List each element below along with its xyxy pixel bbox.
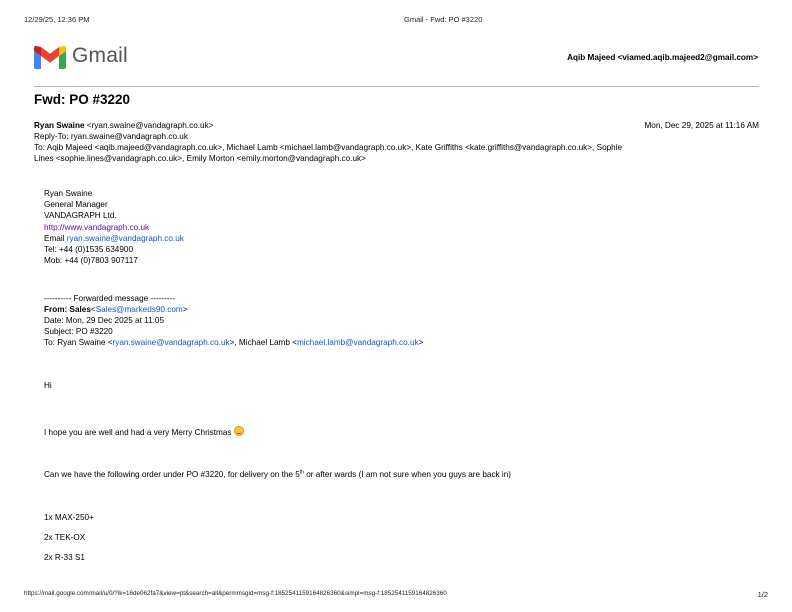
message-date: Mon, Dec 29, 2025 at 11:16 AM bbox=[644, 121, 759, 130]
forward-to-email-1-link[interactable]: ryan.swaine@vandagraph.co.uk bbox=[112, 338, 230, 347]
forward-to-prefix: To: Ryan Swaine < bbox=[44, 338, 113, 347]
signature-email-label: Email bbox=[44, 234, 65, 243]
recipients-line-2: Lines <sophie.lines@vandagraph.co.uk>, Emily Morton <emily.morton@vandagraph.co.uk> bbox=[34, 154, 366, 163]
signature-email-row bbox=[44, 233, 184, 244]
forward-to-mid: >, Michael Lamb < bbox=[229, 338, 297, 347]
print-title: Gmail - Fwd: PO #3220 bbox=[404, 15, 483, 24]
order-item: 2x TEK-OX bbox=[44, 533, 86, 542]
email-subject: Fwd: PO #3220 bbox=[34, 92, 131, 107]
sender-name: Ryan Swaine bbox=[34, 121, 85, 130]
gmail-brand-name: Gmail bbox=[72, 44, 128, 67]
signature-mob: Mob: +44 (0)7803 907117 bbox=[44, 256, 138, 265]
ordinal-suffix: th bbox=[299, 469, 304, 476]
signature-company: VANDAGRAPH Ltd. bbox=[44, 211, 117, 220]
forward-from: From: Sales<Sales@markeds90.com> bbox=[44, 305, 188, 314]
forward-subject: Subject: PO #3220 bbox=[44, 327, 113, 336]
sender-email: <ryan.swaine@vandagraph.co.uk> bbox=[86, 121, 214, 130]
forward-from-label: From: bbox=[44, 305, 68, 314]
body-line-1-text: I hope you are well and had a very Merry Christmas bbox=[44, 428, 232, 437]
sender bbox=[34, 120, 213, 131]
reply-to: Reply-To: ryan.swaine@vandagraph.co.uk bbox=[34, 132, 188, 141]
body-line-2-text-b: or after wards (I am not sure when you guys are back in) bbox=[303, 470, 512, 479]
order-item: 2x R-33 S1 bbox=[44, 553, 85, 562]
forward-to-suffix: > bbox=[418, 338, 424, 347]
body-line-2-text-a: Can we have the following order under PO #3220, for delivery on the 5 bbox=[44, 470, 300, 479]
account-address: Aqib Majeed <viamed.aqib.majeed2@gmail.com> bbox=[567, 53, 758, 62]
print-page-number: 1/2 bbox=[757, 590, 768, 599]
header-divider bbox=[34, 86, 759, 87]
forward-to bbox=[44, 337, 423, 348]
forward-separator: ---------- Forwarded message --------- bbox=[44, 294, 175, 303]
print-datetime: 12/29/25, 12:36 PM bbox=[24, 15, 90, 24]
forward-to-email-2-link[interactable]: michael.lamb@vandagraph.co.uk bbox=[296, 338, 419, 347]
forward-date: Date: Mon, 29 Dec 2025 at 11:05 bbox=[44, 316, 165, 325]
signature-tel: Tel: +44 (0)1535 634900 bbox=[44, 245, 133, 254]
greeting: Hi bbox=[44, 381, 52, 390]
gmail-logo-icon bbox=[34, 45, 66, 69]
signature-email-link[interactable]: ryan.swaine@vandagraph.co.uk bbox=[66, 234, 184, 243]
signature-role: General Manager bbox=[44, 200, 108, 209]
forward-from-email-link[interactable]: Sales@markeds90.com bbox=[95, 305, 183, 314]
print-footer-url: https://mail.google.com/mail/u/0/?ik=16de062fa7&view=pt&search=all&permmsgid=msg-f:1852541159164826360&simpl=msg-f:1852541159164826360 bbox=[24, 590, 447, 597]
forward-from-name: Sales bbox=[69, 305, 91, 314]
signature-website-link[interactable]: http://www.vandagraph.co.uk bbox=[44, 223, 150, 232]
body-line-2 bbox=[44, 469, 511, 480]
body-line-1 bbox=[44, 426, 244, 438]
order-item: 1x MAX-250+ bbox=[44, 513, 94, 522]
recipients-line-1: To: Aqib Majeed <aqib.majeed@vandagraph.co.uk>, Michael Lamb <michael.lamb@vandagraph.co.uk>, Kate Griffiths <kate.griffiths@vandagraph.co.uk>, Sophie bbox=[34, 143, 623, 152]
signature-name: Ryan Swaine bbox=[44, 189, 93, 198]
smiling-face-emoji-icon bbox=[234, 426, 244, 436]
